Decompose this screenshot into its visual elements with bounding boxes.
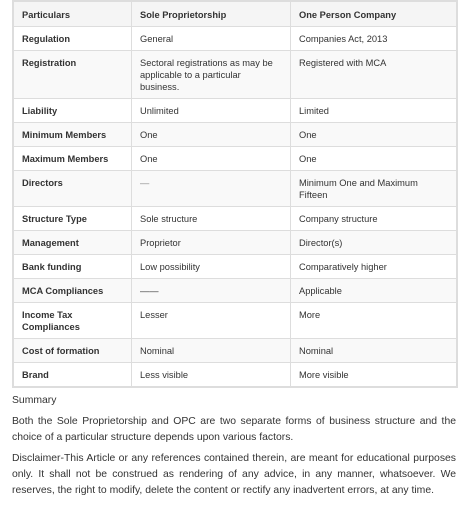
sole-cell: — xyxy=(132,171,291,207)
header-one-person-company: One Person Company xyxy=(291,2,457,27)
sole-cell: General xyxy=(132,27,291,51)
sole-cell: Unlimited xyxy=(132,99,291,123)
sole-cell: One xyxy=(132,123,291,147)
opc-cell: Comparatively higher xyxy=(291,255,457,279)
row-label: Liability xyxy=(14,99,132,123)
opc-cell: Director(s) xyxy=(291,231,457,255)
row-label: Management xyxy=(14,231,132,255)
row-label: Income Tax Compliances xyxy=(14,303,132,339)
opc-cell: More xyxy=(291,303,457,339)
sole-cell: —— xyxy=(132,279,291,303)
opc-cell: Nominal xyxy=(291,339,457,363)
opc-cell: Limited xyxy=(291,99,457,123)
table-row xyxy=(14,147,457,171)
comparison-table-container xyxy=(12,0,458,388)
row-label: Maximum Members xyxy=(14,147,132,171)
sole-cell: Less visible xyxy=(132,363,291,387)
sole-cell: Proprietor xyxy=(132,231,291,255)
sole-cell: Sectoral registrations as may be applicable to a particular business. xyxy=(132,51,291,99)
table-row xyxy=(14,51,457,99)
row-label: Regulation xyxy=(14,27,132,51)
summary-heading: Summary xyxy=(12,395,57,406)
opc-cell: More visible xyxy=(291,363,457,387)
table-row xyxy=(14,279,457,303)
summary-paragraph: Both the Sole Proprietorship and OPC are two separate forms of business structure and the choice of a particular structure depends upon various factors. xyxy=(12,416,456,443)
article-text xyxy=(12,393,456,504)
disclaimer-paragraph: Disclaimer-This Article or any references contained therein, are meant for educational purposes only. It shall not be construed as rendering of any advice, in any manner, whatsoever. We reserves, the right to modify, delete the content or rectify any inadvertent errors, at any time. xyxy=(12,453,456,496)
sole-cell: Lesser xyxy=(132,303,291,339)
header-sole-proprietorship: Sole Proprietorship xyxy=(132,2,291,27)
row-label: Structure Type xyxy=(14,207,132,231)
row-label: Registration xyxy=(14,51,132,99)
table-header-row xyxy=(14,2,457,27)
row-label: Cost of formation xyxy=(14,339,132,363)
opc-cell: One xyxy=(291,147,457,171)
row-label: MCA Compliances xyxy=(14,279,132,303)
table-row xyxy=(14,363,457,387)
row-label: Brand xyxy=(14,363,132,387)
row-label: Minimum Members xyxy=(14,123,132,147)
sole-cell: Sole structure xyxy=(132,207,291,231)
row-label: Directors xyxy=(14,171,132,207)
opc-cell: Registered with MCA xyxy=(291,51,457,99)
sole-cell: One xyxy=(132,147,291,171)
table-row xyxy=(14,99,457,123)
opc-cell: Minimum One and Maximum Fifteen xyxy=(291,171,457,207)
table-row xyxy=(14,123,457,147)
opc-cell: Applicable xyxy=(291,279,457,303)
table-row xyxy=(14,303,457,339)
row-label: Bank funding xyxy=(14,255,132,279)
sole-cell: Low possibility xyxy=(132,255,291,279)
table-row xyxy=(14,207,457,231)
table-row xyxy=(14,255,457,279)
header-particulars: Particulars xyxy=(14,2,132,27)
opc-cell: Companies Act, 2013 xyxy=(291,27,457,51)
sole-cell: Nominal xyxy=(132,339,291,363)
opc-cell: Company structure xyxy=(291,207,457,231)
table-row xyxy=(14,27,457,51)
opc-cell: One xyxy=(291,123,457,147)
table-row xyxy=(14,231,457,255)
table-row xyxy=(14,171,457,207)
comparison-table xyxy=(13,1,457,387)
table-row xyxy=(14,339,457,363)
